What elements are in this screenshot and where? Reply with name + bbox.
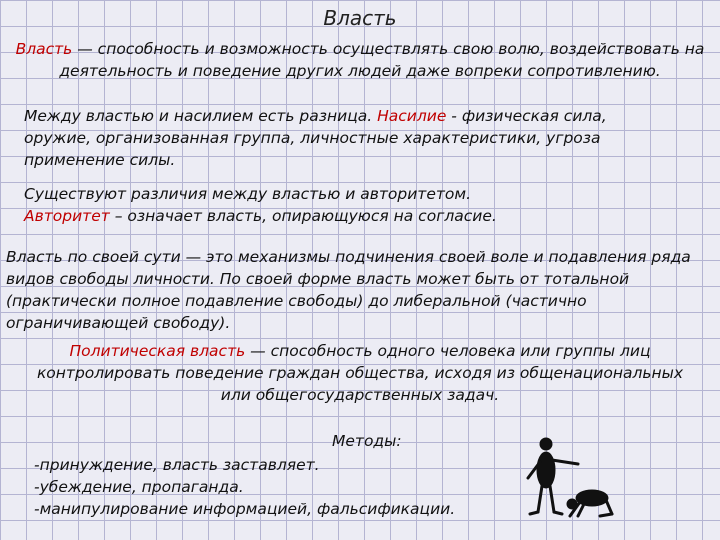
authority-paragraph [24, 183, 674, 227]
authority-text: – означает власть, опирающуюся на согласие. [109, 207, 497, 225]
violence-text: - физическая сила, оружие, организованная группа, личностные характеристики, угроза применение силы. [24, 107, 607, 169]
bowing-figure-icon [567, 490, 612, 516]
violence-intro: Между властью и насилием есть разница. [24, 107, 378, 125]
domination-illustration [520, 430, 720, 530]
methods-title: Методы: [332, 432, 402, 450]
violence-term: Насилие [377, 107, 447, 125]
violence-paragraph [24, 105, 674, 171]
essence-paragraph: Власть по своей сути — это механизмы подчинения своей воле и подавления ряда видов свободы личности. По своей форме власть может быть от тотальной (практически полное подавление свободы) до либеральной (частично ограничивающей свободу). [6, 248, 691, 332]
method-item: -убеждение, пропаганда. [34, 478, 244, 496]
method-item: -принуждение, власть заставляет. [34, 456, 320, 474]
political-power-paragraph [20, 340, 700, 406]
authority-term: Авторитет [24, 207, 110, 225]
political-power-term: Политическая власть [69, 342, 246, 360]
slide-title: Власть [323, 6, 397, 30]
power-definition [6, 38, 714, 82]
power-definition-text: — способность и возможность осуществлять свою волю, воздействовать на деятельность и поведение других людей даже вопреки сопротивлению. [59, 40, 705, 80]
power-term: Власть [15, 40, 73, 58]
authority-intro: Существуют различия между властью и авторитетом. [24, 185, 472, 203]
political-power-text: — способность одного человека или группы лиц контролировать поведение граждан общества, исходя из общенациональных или общегосударственных задач. [36, 342, 684, 404]
method-item: -манипулирование информацией, фальсификации. [34, 500, 456, 518]
methods-list [34, 454, 514, 520]
